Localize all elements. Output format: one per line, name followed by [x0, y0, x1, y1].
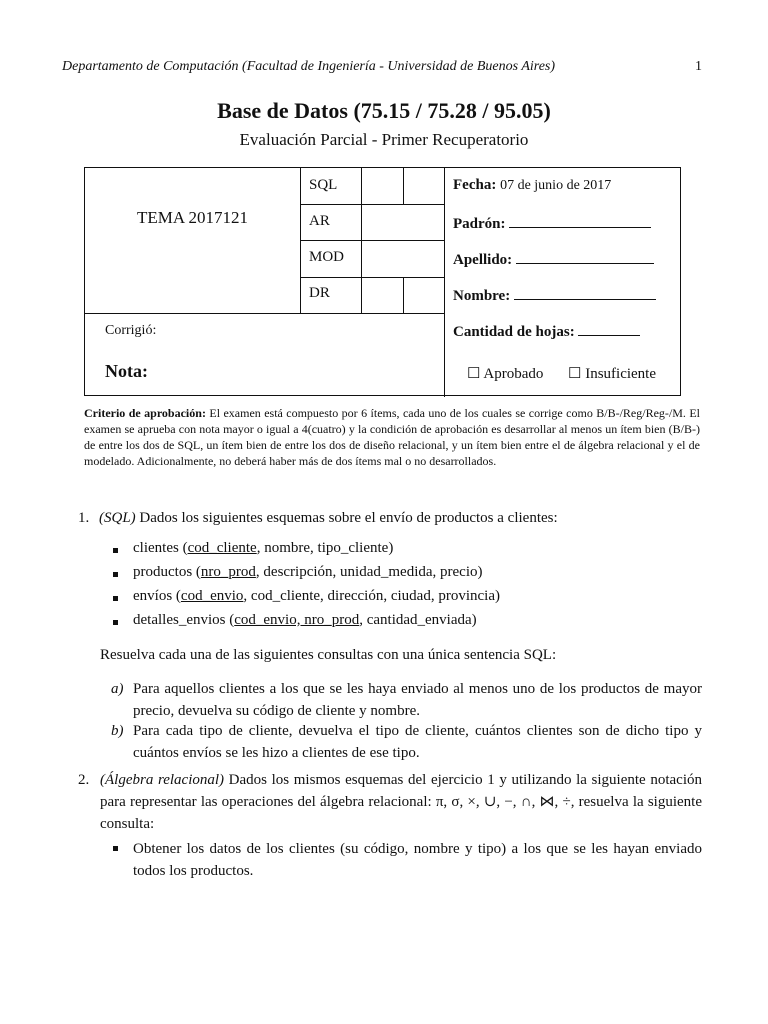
criterio-text: El examen está compuesto por 6 ítems, cada uno de los cuales se corrige como B/B-/Reg/Reg-/M. El examen se aprueba con nota mayor o igual a 4(cuatro) y la condición de aprobación es desarrollar al menos un ítem bien (B/B-) de entre los dos de SQL, un ítem bien de entre los dos de diseño relacional, y un ítem bien entre el de álgebra relacional y el de modelado. Adicionalmente, no deberá haber más de dos ítems mal o no desarrollados. — [84, 406, 700, 468]
criterio-label: Criterio de aprobación: — [84, 406, 206, 420]
hojas-field — [453, 321, 640, 341]
grade-row-sql: SQL — [309, 177, 338, 193]
padron-field — [453, 213, 651, 233]
question-2-intro — [78, 769, 702, 835]
grade-row-mod: MOD — [309, 249, 345, 265]
schema-key: cod_envio, nro_prod — [234, 612, 360, 628]
item-b-text: Para cada tipo de cliente, devuelva el tipo de cliente, cuántos clientes son de dicho tipo y cuántos envíos se les hizo a clientes de ese tipo. — [133, 723, 702, 761]
criterio-paragraph — [84, 405, 700, 469]
grade-row-dr: DR — [309, 285, 330, 301]
schema-rest: , cantidad_enviada) — [359, 612, 477, 628]
fecha-label: Fecha: — [453, 177, 497, 193]
padron-blank — [509, 213, 651, 228]
document-subtitle: Evaluación Parcial - Primer Recuperatorio — [239, 130, 529, 149]
question-1-intro-text: Dados los siguientes esquemas sobre el envío de productos a clientes: — [135, 510, 558, 526]
exam-header-box — [84, 167, 681, 396]
schema-pre: productos ( — [133, 564, 201, 580]
item-b-label: b) — [111, 723, 124, 739]
apellido-label: Apellido: — [453, 252, 513, 268]
schema-rest: , nombre, tipo_cliente) — [256, 540, 394, 556]
question-2-intro-text: Dados los mismos esquemas del ejercicio 1 y utilizando la siguiente notación para representar las operaciones del álgebra relacional: π, σ, ×, ∪, −, ∩, ⋈, ÷, resuelva la siguiente consulta: — [100, 772, 702, 832]
question-1-instruction: Resuelva cada una de las siguientes consultas con una única sentencia SQL: — [100, 647, 557, 663]
question-2-number: 2. — [78, 772, 90, 788]
schema-key: cod_cliente — [187, 540, 257, 556]
bullet-icon — [113, 572, 118, 577]
nombre-blank — [514, 285, 656, 300]
question-1-intro — [78, 507, 702, 529]
nombre-label: Nombre: — [453, 288, 511, 304]
schema-key: nro_prod — [200, 564, 256, 580]
question-1-item-a — [111, 678, 702, 722]
nombre-field — [453, 285, 656, 305]
question-1-tag: (SQL) — [99, 510, 136, 526]
question-2-tag: (Álgebra relacional) — [100, 772, 225, 788]
corrigio-label: Corrigió: — [105, 323, 157, 338]
item-a-text: Para aquellos clientes a los que se les haya enviado al menos uno de los productos de mayor precio, devuelva su código de cliente y nombre. — [133, 681, 702, 719]
hojas-label: Cantidad de hojas: — [453, 324, 575, 340]
bullet-icon — [113, 846, 118, 851]
apellido-field — [453, 249, 654, 269]
schema-productos — [133, 564, 483, 581]
bullet-icon — [113, 596, 118, 601]
fecha-value: 07 de junio de 2017 — [500, 178, 612, 193]
item-a-label: a) — [111, 681, 124, 697]
schema-pre: detalles_envios ( — [133, 612, 235, 628]
hojas-blank — [578, 321, 640, 336]
document-title: Base de Datos (75.15 / 75.28 / 95.05) — [217, 98, 551, 123]
page-number: 1 — [695, 59, 702, 74]
schema-pre: clientes ( — [133, 540, 188, 556]
apellido-blank — [516, 249, 654, 264]
schema-clientes — [133, 540, 393, 557]
running-head — [62, 59, 702, 75]
aprobado-checkbox: ☐ Aprobado — [467, 366, 544, 382]
grade-row-ar: AR — [309, 213, 330, 229]
question-2-bullet-text: Obtener los datos de los clientes (su código, nombre y tipo) a los que se les hayan enviado todos los productos. — [133, 841, 702, 879]
question-1-number: 1. — [78, 510, 90, 526]
schema-envios — [133, 588, 500, 605]
fecha-field — [453, 177, 611, 194]
question-2-bullet — [133, 838, 702, 882]
running-head-text: Departamento de Computación (Facultad de Ingeniería - Universidad de Buenos Aires) — [62, 59, 556, 74]
insuficiente-checkbox: ☐ Insuficiente — [568, 366, 657, 382]
schema-key: cod_envio — [180, 588, 244, 604]
schema-pre: envíos ( — [133, 588, 181, 604]
bullet-icon — [113, 620, 118, 625]
tema-label: TEMA 2017121 — [137, 208, 248, 227]
schema-rest: , descripción, unidad_medida, precio) — [255, 564, 483, 580]
question-1-item-b — [111, 720, 702, 764]
nota-label: Nota: — [105, 361, 148, 381]
padron-label: Padrón: — [453, 216, 506, 232]
bullet-icon — [113, 548, 118, 553]
schema-rest: , cod_cliente, dirección, ciudad, provincia) — [243, 588, 500, 604]
schema-detalles-envios — [133, 612, 477, 629]
